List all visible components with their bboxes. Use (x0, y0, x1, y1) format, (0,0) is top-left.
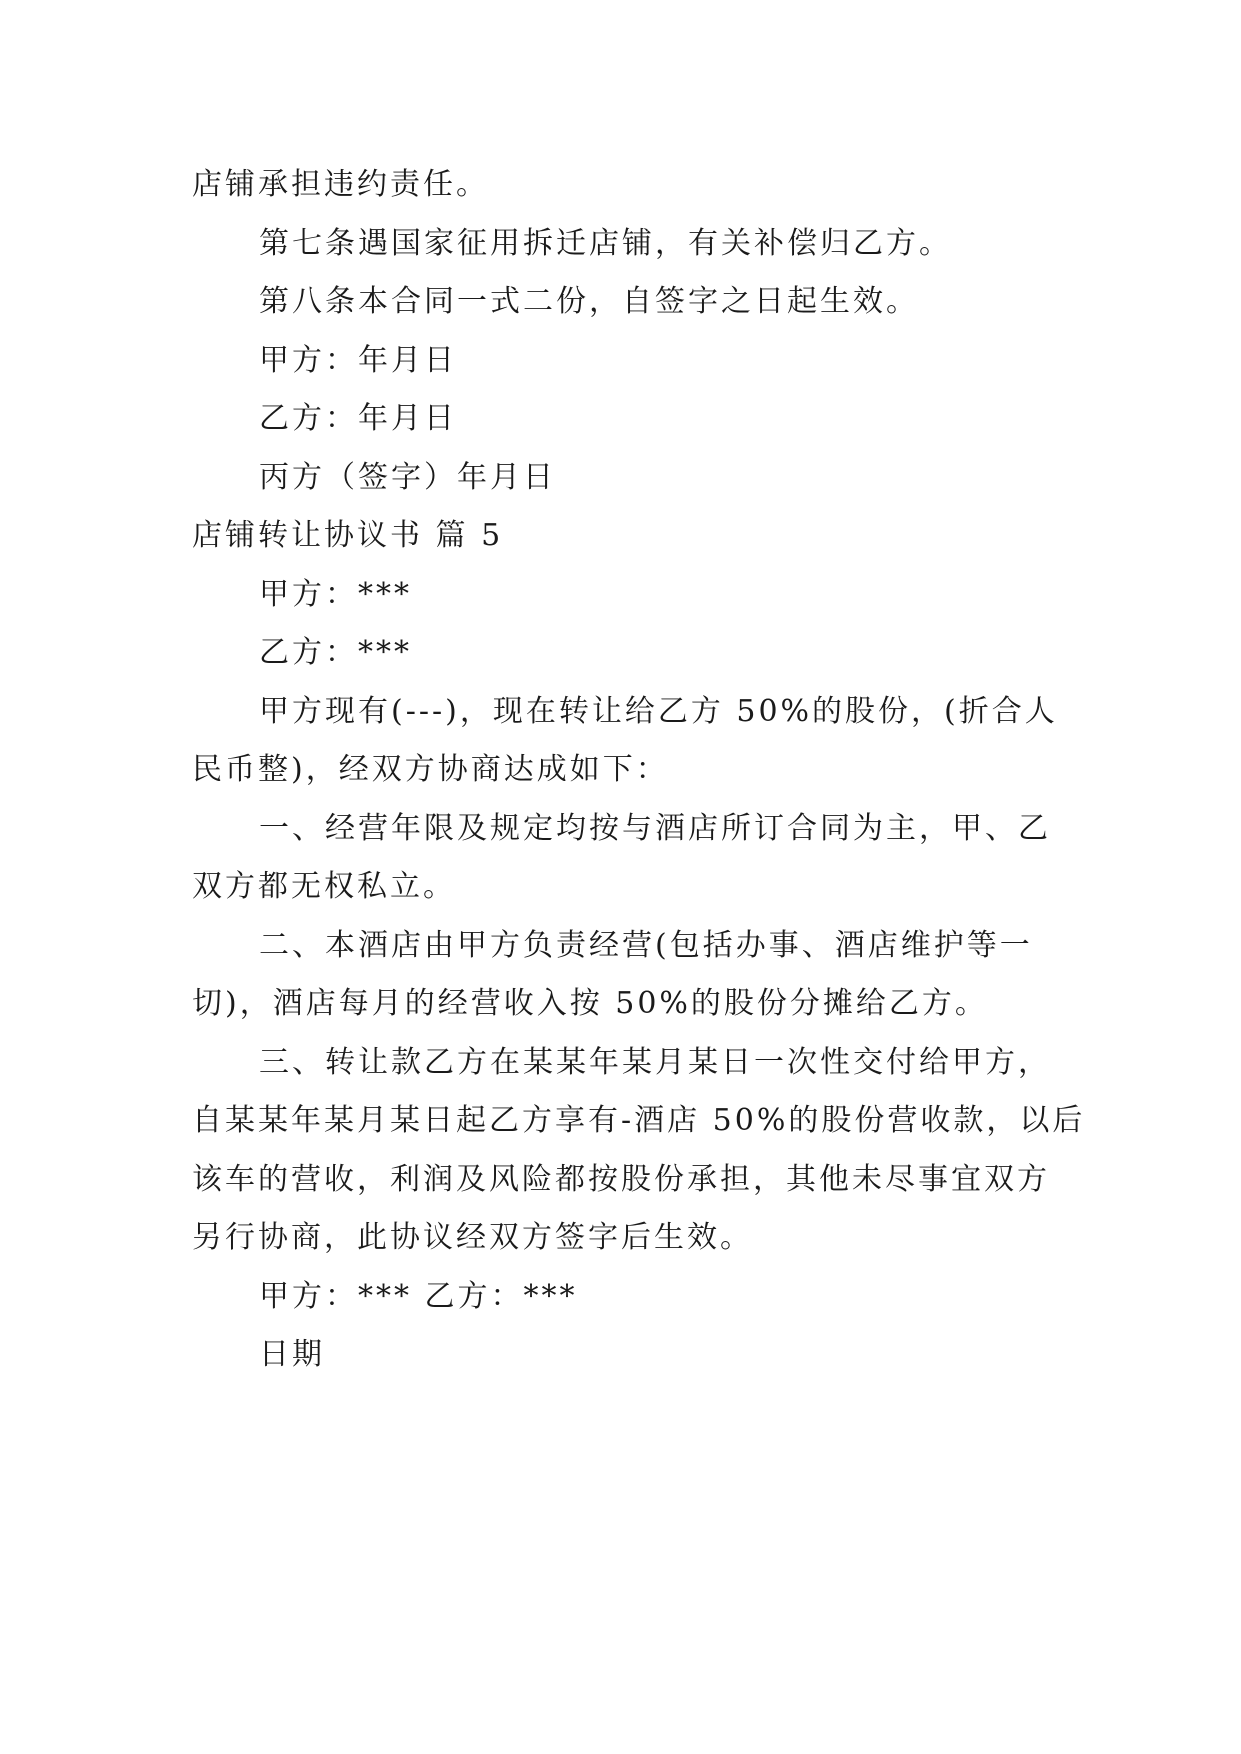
article-seven: 第七条遇国家征用拆迁店铺，有关补偿归乙方。 (259, 225, 952, 261)
date-line: 日期 (259, 1337, 325, 1372)
party-a-date-line: 甲方：年月日 (259, 342, 457, 378)
party-b-line: 乙方：*** (259, 635, 412, 670)
clause-three: 三、转让款乙方在某某年某月某日一次性交付给甲方， (259, 1044, 1051, 1080)
signature-line: 甲方：*** 乙方：*** (259, 1278, 578, 1314)
text-line: 该车的营收，利润及风险都按股份承担，其他未尽事宜双方 (192, 1161, 1050, 1197)
document-body (192, 156, 1086, 1385)
article-eight: 第八条本合同一式二份，自签字之日起生效。 (259, 284, 919, 319)
party-c-signature-line: 丙方（签字）年月日 (259, 459, 556, 495)
text-line: 自某某年某月某日起乙方享有-酒店 50%的股份营收款，以后 (192, 1103, 1086, 1138)
text-line: 另行协商，此协议经双方签字后生效。 (192, 1220, 753, 1255)
party-a-line: 甲方：*** (259, 576, 412, 612)
party-b-date-line: 乙方：年月日 (259, 401, 457, 436)
text-line: 甲方现有(---)，现在转让给乙方 50%的股份，(折合人 (259, 693, 1058, 729)
text-line: 双方都无权私立。 (192, 869, 456, 904)
clause-one: 一、经营年限及规定均按与酒店所订合同为主，甲、乙 (259, 810, 1051, 846)
clause-two: 二、本酒店由甲方负责经营(包括办事、酒店维护等一 (259, 927, 1033, 963)
section-heading: 店铺转让协议书 篇 5 (192, 518, 504, 553)
text-line: 民币整)，经双方协商达成如下： (192, 752, 669, 787)
text-line: 店铺承担违约责任。 (192, 167, 489, 202)
text-line: 切)，酒店每月的经营收入按 50%的股份分摊给乙方。 (192, 986, 988, 1021)
